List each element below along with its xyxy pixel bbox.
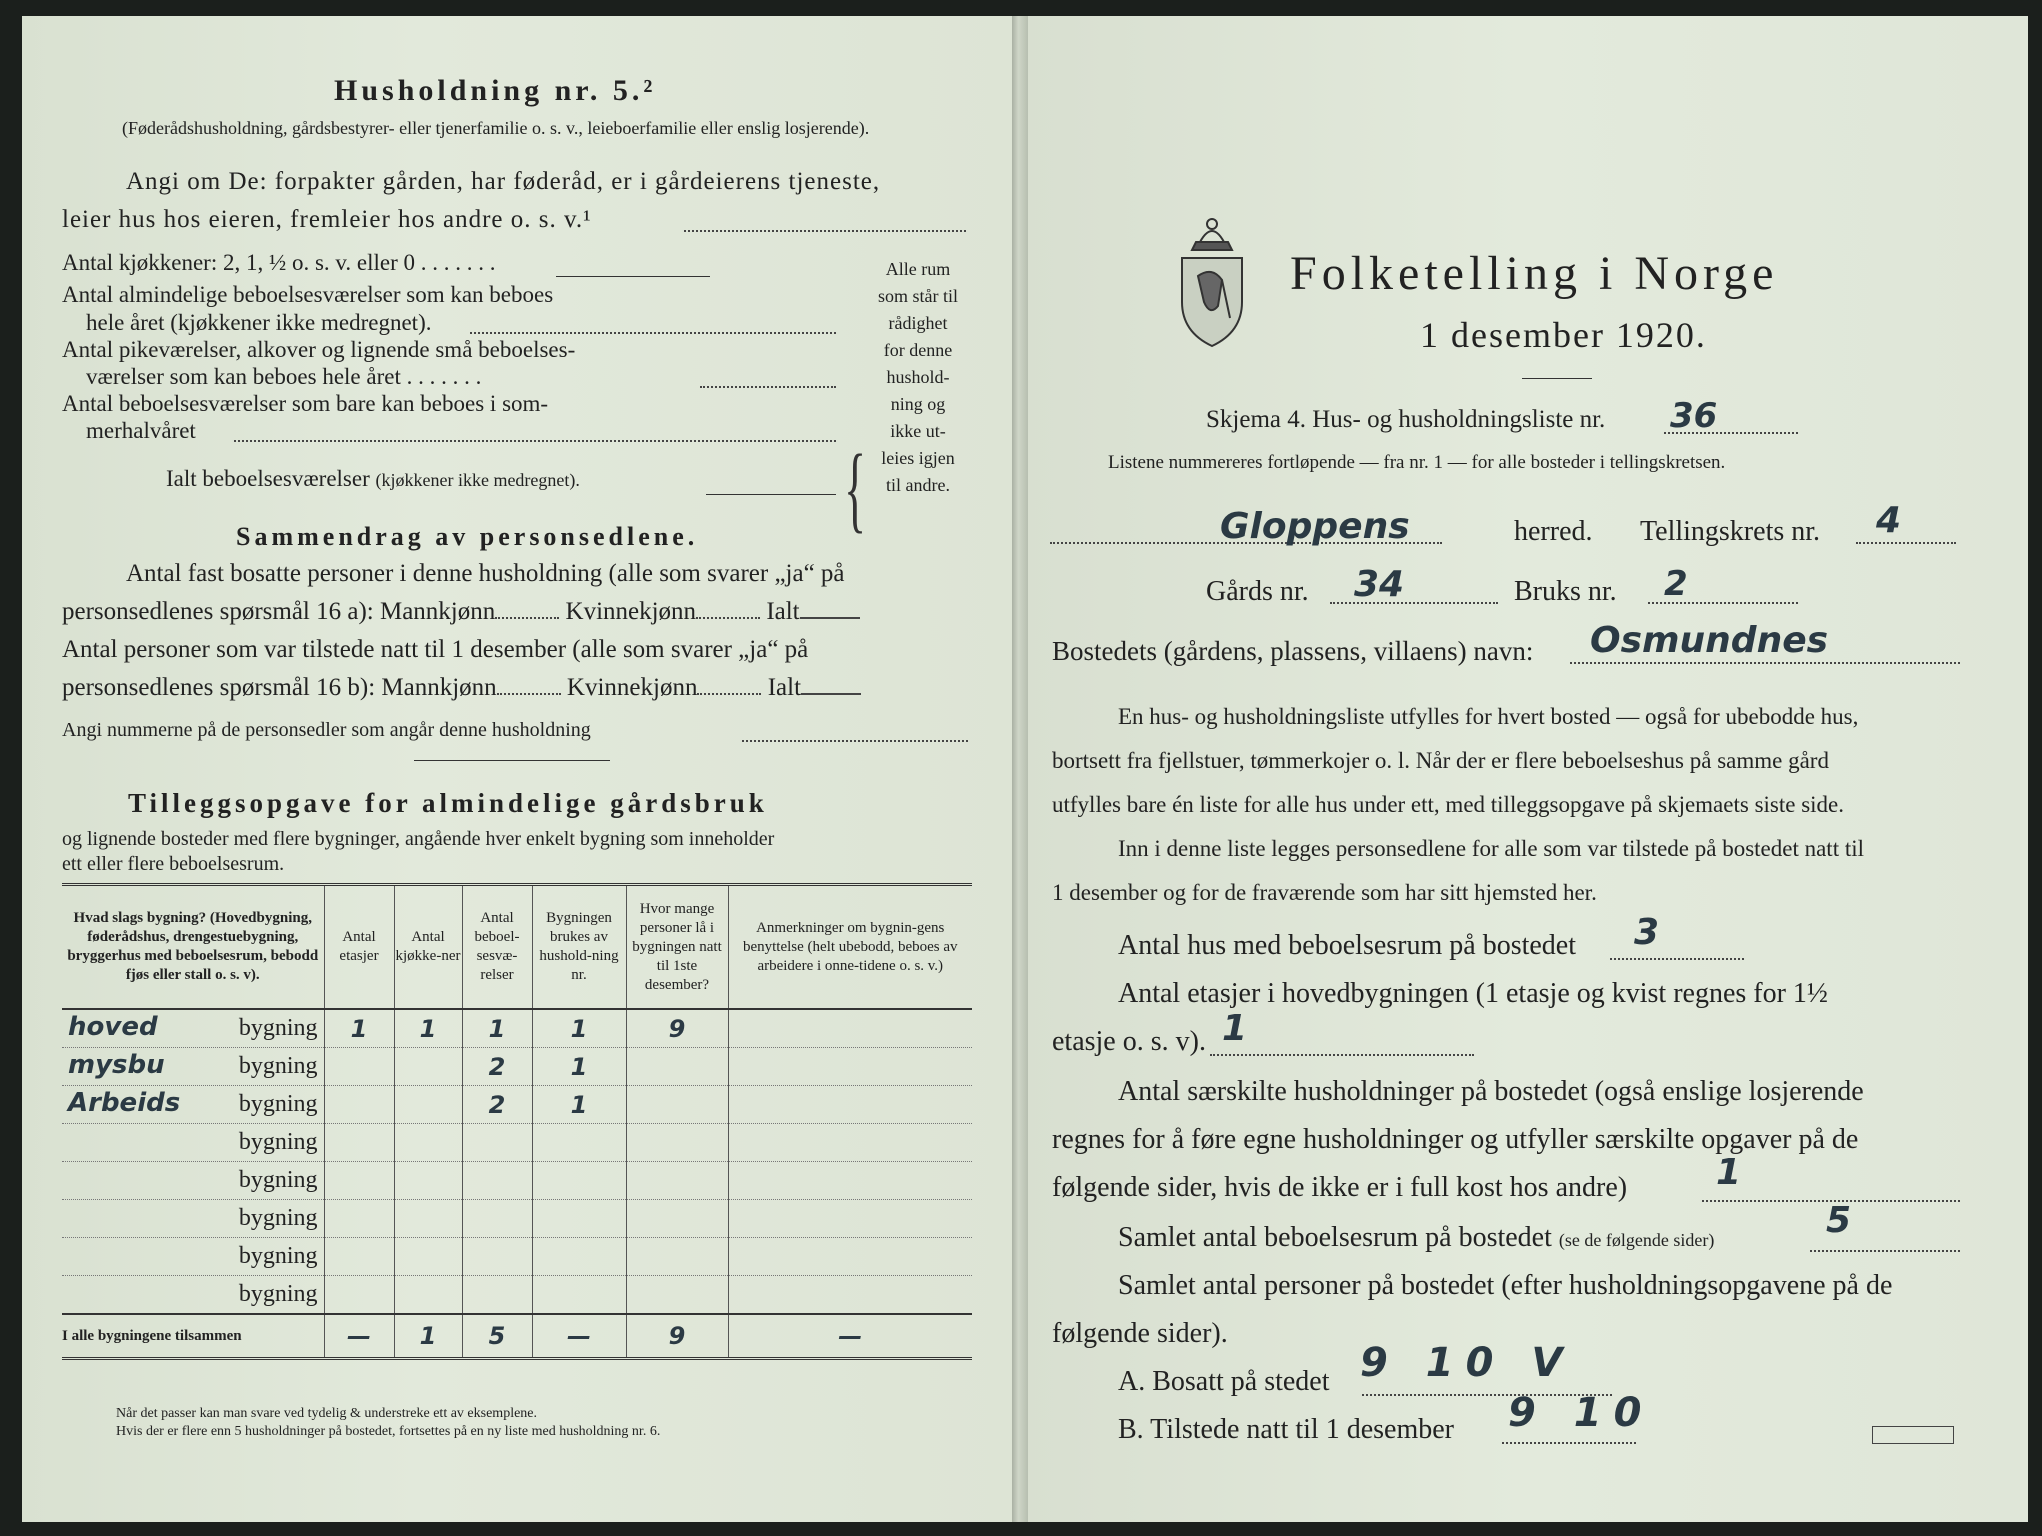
kvinne-b-label: Kvinnekjønn [566, 674, 698, 701]
footnote-1: Når det passer kan man svare ved tydelig & understreke ett av eksemplene. [116, 1406, 538, 1421]
q-etasjer-value: 1 [1222, 1008, 1248, 1049]
row-etasjer [324, 1086, 394, 1124]
row-etasjer [324, 1048, 394, 1086]
row-husholdning: 1 [532, 1048, 626, 1086]
kvinne-a-label: Kvinnekjønn [565, 598, 697, 625]
ialt-b-field [801, 693, 861, 695]
tillegg-title: Tilleggsopgave for almindelige gårdsbruk [128, 788, 768, 818]
q-hus-line [1610, 958, 1744, 960]
row-anm [728, 1048, 972, 1086]
row-building-type [62, 1009, 324, 1048]
row-kjokkener: 1 [394, 1009, 462, 1048]
table-row [62, 1276, 972, 1315]
row-building-name: Arbeids [68, 1088, 181, 1118]
row-building-type [62, 1200, 324, 1238]
q-hush-1: Antal særskilte husholdninger på bostedet (også enslige losjerende [1118, 1076, 1864, 1107]
skjema-label: Skjema 4. Hus- og husholdningsliste nr. [1206, 406, 1606, 433]
row-anm [728, 1124, 972, 1162]
census-date: 1 desember 1920. [1420, 315, 1707, 355]
page-spine [1012, 16, 1028, 1522]
header-anmerkninger: Anmerkninger om bygnin-gens benyttelse (helt ubebodd, beboes av arbeidere i onne-tidene o. s. v.) [728, 885, 972, 1010]
q-hus: Antal hus med beboelsesrum på bostedet [1118, 930, 1577, 961]
row-kjokkener [394, 1162, 462, 1200]
row-bygning-label: bygning [238, 1129, 318, 1155]
gards-value: 34 [1354, 564, 1405, 605]
row-kjokkener [394, 1238, 462, 1276]
building-table [62, 883, 972, 1360]
listene-note: Listene nummereres fortløpende — fra nr. 1 — for alle bosteder i tellingskretsen. [1108, 452, 1726, 473]
row-personer [626, 1086, 728, 1124]
tellingskrets-line [1856, 542, 1956, 544]
ialt-text: Ialt beboelsesværelser [166, 466, 370, 491]
household-title: Husholdning nr. 5.² [334, 74, 657, 107]
row-building-type [62, 1162, 324, 1200]
row-etasjer [324, 1124, 394, 1162]
row-bygning-label: bygning [238, 1053, 318, 1079]
ialt-note: (kjøkkener ikke medregnet). [375, 470, 580, 490]
row-etasjer [324, 1200, 394, 1238]
row-kjokkener [394, 1276, 462, 1315]
header-vaerelser: Antal beboel-sesvæ-relser [462, 885, 532, 1010]
bruks-label: Bruks nr. [1514, 576, 1617, 607]
a-value: 9 10 V [1360, 1340, 1575, 1386]
tillegg-sub2: ett eller flere beboelsesrum. [62, 853, 285, 875]
row-bygning-label: bygning [238, 1205, 318, 1231]
row-building-type [62, 1086, 324, 1124]
row-building-type [62, 1124, 324, 1162]
row-bygning-label: bygning [238, 1091, 318, 1117]
total-personer: 9 [626, 1314, 728, 1359]
tellingskrets-value: 4 [1876, 500, 1902, 541]
q-hush-2: regnes for å føre egne husholdninger og utfyller særskilte opgaver på de [1052, 1124, 1859, 1155]
header-etasjer: Antal etasjer [324, 885, 394, 1010]
pike-label-1: Antal pikeværelser, alkover og lignende små beboelses- [62, 337, 576, 362]
kvinne-b-field [697, 693, 761, 695]
row-anm [728, 1200, 972, 1238]
header-kjokkener: Antal kjøkke-ner [394, 885, 462, 1010]
row-vaerelser [462, 1238, 532, 1276]
row-kjokkener [394, 1086, 462, 1124]
row-anm [728, 1238, 972, 1276]
table-total-row [62, 1314, 972, 1359]
angi-line1: Angi om De: forpakter gården, har føderåd, er i gårdeierens tjeneste, [126, 168, 881, 195]
kvinne-a-field [696, 617, 760, 619]
census-title: Folketelling i Norge [1290, 247, 1779, 300]
angi-line2: leier hus hos eieren, fremleier hos andre o. s. v.¹ [62, 206, 592, 233]
pike-label-2: værelser som kan beboes hele året . . . . . . . [86, 364, 482, 389]
row-vaerelser [462, 1200, 532, 1238]
brace-note-line: for denne [883, 340, 953, 360]
brace-note-line: leies igjen [881, 448, 955, 468]
b-label: B. Tilstede natt til 1 desember [1118, 1414, 1454, 1445]
row-kjokkener [394, 1124, 462, 1162]
row-bygning-label: bygning [238, 1167, 318, 1193]
b-line [1502, 1442, 1636, 1444]
row-etasjer [324, 1162, 394, 1200]
bostedets-value: Osmundnes [1590, 620, 1829, 661]
brace-note-line: som står til [878, 286, 958, 306]
row-husholdning [532, 1124, 626, 1162]
total-etasjer: — [324, 1314, 394, 1359]
table-row [62, 1048, 972, 1086]
q-rum-note: (se de følgende sider) [1558, 1230, 1715, 1250]
kjokkener-label: Antal kjøkkener: 2, 1, ½ o. s. v. eller 0 . . . . . . . [62, 250, 496, 275]
instr-4: Inn i denne liste legges personsedlene for alle som var tilstede på bostedet natt til [1118, 836, 1865, 861]
summary-title: Sammendrag av personsedlene. [236, 522, 699, 551]
total-husholdning: — [532, 1314, 626, 1359]
tellingskrets-label: Tellingskrets nr. [1640, 516, 1821, 547]
row-bygning-label: bygning [238, 1015, 318, 1041]
row-husholdning [532, 1200, 626, 1238]
q-etasjer-1: Antal etasjer i hovedbygningen (1 etasje og kvist regnes for 1½ [1118, 978, 1828, 1009]
ialt-a-field [800, 617, 860, 619]
row-vaerelser: 2 [462, 1086, 532, 1124]
row-anm [728, 1162, 972, 1200]
mann-a-field [495, 617, 559, 619]
angi-fill-line [684, 230, 966, 232]
q-rum [1118, 1222, 1714, 1254]
tillegg-sub1: og lignende bosteder med flere bygninger, angående hver enkelt bygning som inneholder [62, 828, 775, 850]
angi-nummerne: Angi nummerne på de personsedler som angår denne husholdning [62, 719, 591, 741]
summary-b1: Antal personer som var tilstede natt til 1 desember (alle som svarer „ja“ på [62, 636, 809, 663]
row-personer [626, 1124, 728, 1162]
row-building-type [62, 1048, 324, 1086]
ialt-label [166, 466, 580, 492]
row-vaerelser [462, 1276, 532, 1315]
brace-note-line: ning og [890, 394, 946, 414]
instr-3: utfylles bare én liste for alle hus under ett, med tilleggsopgave på skjemaets siste side. [1052, 792, 1845, 817]
instr-5: 1 desember og for de fraværende som har sitt hjemsted her. [1052, 880, 1597, 905]
instr-2: bortsett fra fjellstuer, tømmerkojer o. l. Når der er flere beboelseshus på samme gård [1052, 748, 1829, 773]
sommer-label-1: Antal beboelsesværelser som bare kan beboes i som- [62, 391, 549, 416]
a-label: A. Bosatt på stedet [1118, 1366, 1330, 1397]
row-anm [728, 1086, 972, 1124]
row-personer [626, 1238, 728, 1276]
alm-line [470, 332, 836, 334]
bostedets-label: Bostedets (gårdens, plassens, villaens) navn: [1052, 636, 1534, 666]
kjokkener-line [556, 276, 710, 277]
row-etasjer [324, 1238, 394, 1276]
brace-note-line: rådighet [888, 313, 948, 333]
q-pers-1: Samlet antal personer på bostedet (efter husholdningsopgavene på de [1118, 1270, 1893, 1301]
q-hush-value: 1 [1716, 1152, 1742, 1193]
summary-b2-text: personsedlenes spørsmål 16 b): Mannkjønn [62, 674, 497, 701]
pike-line [700, 386, 836, 388]
footnote-2: Hvis der er flere enn 5 husholdninger på bostedet, fortsettes på en ny liste med husholdning nr. 6. [116, 1424, 661, 1439]
brace-note-line: til andre. [886, 475, 950, 495]
header-personer: Hvor mange personer lå i bygningen natt til 1ste desember? [626, 885, 728, 1010]
skjema-nr-value: 36 [1670, 396, 1718, 436]
row-kjokkener [394, 1200, 462, 1238]
row-personer: 9 [626, 1009, 728, 1048]
summary-b2 [62, 674, 861, 702]
sommer-label-2: merhalvåret [86, 418, 196, 443]
q-rum-value: 5 [1826, 1200, 1852, 1241]
alm-label-2: hele året (kjøkkener ikke medregnet). [86, 310, 432, 335]
q-rum-text: Samlet antal beboelsesrum på bostedet [1118, 1222, 1552, 1253]
table-header-row [62, 885, 972, 1010]
table-row [62, 1238, 972, 1276]
q-etasjer-line [1210, 1054, 1474, 1056]
nummerne-line [742, 740, 968, 742]
row-building-type [62, 1238, 324, 1276]
brace-note-line: ikke ut- [890, 421, 946, 441]
row-husholdning [532, 1238, 626, 1276]
row-personer [626, 1048, 728, 1086]
ialt-line [706, 494, 836, 495]
row-personer [626, 1162, 728, 1200]
household-subtitle: (Føderådshusholdning, gårdsbestyrer- eller tjenerfamilie o. s. v., leieboerfamilie eller enslig losjerende). [122, 118, 870, 138]
summary-a2 [62, 598, 860, 626]
total-anm: — [728, 1314, 972, 1359]
summary-a2-text: personsedlenes spørsmål 16 a): Mannkjønn [62, 598, 496, 625]
row-bygning-label: bygning [238, 1281, 318, 1307]
row-husholdning [532, 1162, 626, 1200]
row-anm [728, 1276, 972, 1315]
sommer-line [234, 440, 836, 442]
ialt-b-label: Ialt [767, 674, 802, 701]
b-value: 9 10 [1508, 1390, 1654, 1436]
q-etasjer-2: etasje o. s. v). [1052, 1026, 1206, 1057]
q-hus-value: 3 [1634, 912, 1660, 953]
row-anm [728, 1009, 972, 1048]
coat-of-arms-icon [1170, 206, 1254, 350]
row-personer [626, 1276, 728, 1315]
total-vaerelser: 5 [462, 1314, 532, 1359]
table-row [62, 1009, 972, 1048]
herred-label: herred. [1514, 516, 1593, 547]
row-vaerelser [462, 1124, 532, 1162]
row-building-type [62, 1276, 324, 1315]
total-kjokkener: 1 [394, 1314, 462, 1359]
bruks-value: 2 [1664, 564, 1688, 604]
header-bygning: Hvad slags bygning? (Hovedbygning, føderådshus, drengestuebygning, bryggerhus med beboelsesrum, bebodd fjøs eller stall o. s. v). [62, 885, 324, 1010]
table-body [62, 1009, 972, 1314]
row-husholdning: 1 [532, 1086, 626, 1124]
total-label: I alle bygningene tilsammen [62, 1314, 324, 1359]
herred-value: Gloppens [1220, 506, 1410, 547]
row-etasjer [324, 1276, 394, 1315]
brace-note-line: Alle rum [885, 259, 951, 279]
gards-label: Gårds nr. [1206, 576, 1309, 607]
row-etasjer: 1 [324, 1009, 394, 1048]
row-vaerelser: 1 [462, 1009, 532, 1048]
title-divider [1522, 378, 1592, 379]
instr-1: En hus- og husholdningsliste utfylles for hvert bosted — også for ubebodde hus, [1118, 704, 1859, 729]
mann-b-field [497, 693, 561, 695]
row-building-name: hoved [68, 1012, 158, 1042]
table-row [62, 1162, 972, 1200]
ialt-a-label: Ialt [766, 598, 800, 625]
row-kjokkener [394, 1048, 462, 1086]
q-pers-2: følgende sider). [1052, 1318, 1228, 1349]
q-hush-3: følgende sider, hvis de ikke er i full kost hos andre) [1052, 1172, 1628, 1203]
summary-a1: Antal fast bosatte personer i denne husholdning (alle som svarer „ja“ på [126, 560, 845, 587]
row-vaerelser [462, 1162, 532, 1200]
row-building-name: mysbu [68, 1050, 165, 1080]
section-divider [414, 760, 610, 761]
alm-label-1: Antal almindelige beboelsesværelser som kan beboes [62, 282, 554, 307]
header-husholdning: Bygningen brukes av hushold-ning nr. [532, 885, 626, 1010]
row-bygning-label: bygning [238, 1243, 318, 1269]
brace-note-line: hushold- [886, 367, 950, 387]
bostedets-line [1570, 662, 1960, 664]
row-personer [626, 1200, 728, 1238]
row-husholdning: 1 [532, 1009, 626, 1048]
row-vaerelser: 2 [462, 1048, 532, 1086]
table-row [62, 1086, 972, 1124]
brace: { [844, 434, 867, 542]
printer-stamp [1872, 1426, 1954, 1444]
table-row [62, 1200, 972, 1238]
brace-note [868, 256, 968, 499]
table-row [62, 1124, 972, 1162]
row-husholdning [532, 1276, 626, 1315]
q-rum-line [1810, 1250, 1960, 1252]
